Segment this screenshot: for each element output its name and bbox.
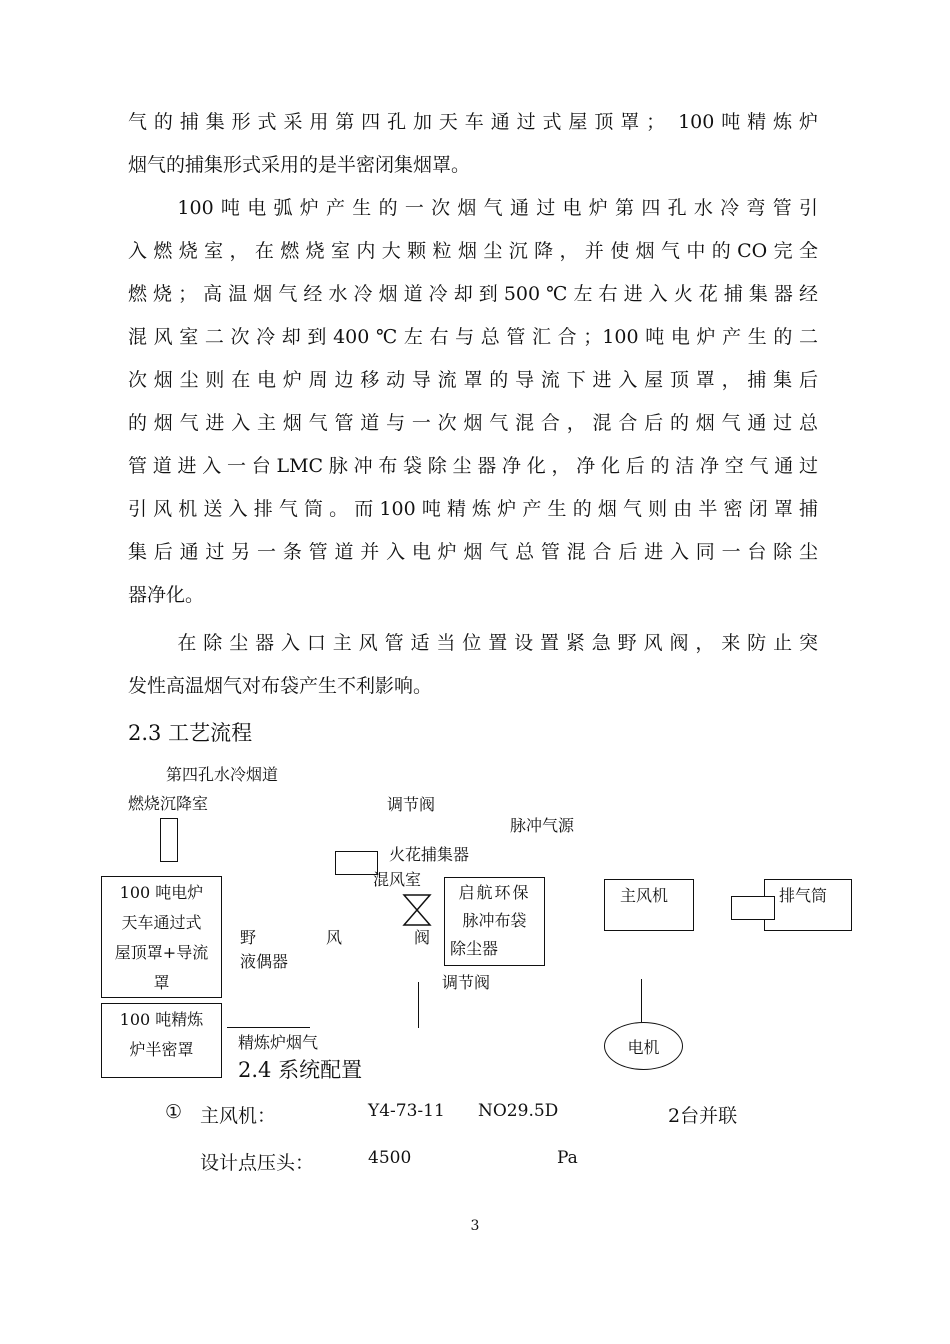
label-regulating-valve-top: 调节阀	[387, 795, 436, 814]
paragraph-capture-forms	[128, 101, 818, 187]
dust-collector-line: 启航环保	[458, 883, 531, 902]
text-line: 烟气的捕集形式采用的是半密闭集烟罩。	[128, 154, 471, 176]
label-mixing-chamber: 混风室	[373, 870, 422, 889]
config-item2-unit: Pa	[557, 1148, 578, 1168]
label-liquid-coupler: 液偶器	[240, 952, 289, 971]
motor-icon	[604, 1022, 683, 1070]
paragraph-wild-air-valve	[128, 622, 818, 708]
eaf-line: 100 吨电炉	[119, 883, 204, 902]
config-item2-label: 设计点压头：	[200, 1152, 315, 1174]
section-heading-process-flow: 2.3 工艺流程	[128, 721, 253, 745]
text-line: 在除尘器入口主风管适当位置设置紧急野风阀，来防止突	[177, 632, 818, 654]
config-item1-number: NO29.5D	[478, 1101, 559, 1121]
config-item1-model: Y4-73-11	[368, 1101, 445, 1121]
text-line: 管道进入一台LMC脉冲布袋除尘器净化，净化后的洁净空气通过	[128, 455, 818, 477]
label-main-fan: 主风机	[620, 886, 669, 905]
label-fourth-hole-duct: 第四孔水冷烟道	[166, 765, 279, 784]
text-line: 100吨电弧炉产生的一次烟气通过电炉第四孔水冷弯管引	[177, 197, 818, 219]
label-spark-catcher: 火花捕集器	[389, 845, 470, 864]
label-wild-air-1: 野	[240, 928, 257, 947]
dust-collector-line: 除尘器	[450, 939, 499, 958]
text-line: 燃烧；高温烟气经水冷烟道冷却到500℃左右进入火花捕集器经	[128, 283, 818, 305]
label-wild-air-3: 阀	[414, 928, 431, 947]
stack-connector-box	[731, 896, 775, 920]
label-pulse-air-source: 脉冲气源	[510, 816, 575, 835]
duct-line-vertical	[418, 982, 419, 1028]
dust-collector-line: 脉冲布袋	[462, 911, 527, 930]
label-refining-flue-gas: 精炼炉烟气	[238, 1033, 319, 1052]
label-wild-air-2: 风	[326, 928, 343, 947]
config-item2-value: 4500	[368, 1148, 412, 1168]
combustion-chamber-box	[160, 818, 178, 862]
text-line: 气的捕集形式采用第四孔加天车通过式屋顶罩； 100吨精炼炉	[128, 111, 818, 133]
eaf-line: 天车通过式	[121, 913, 202, 932]
eaf-line: 罩	[153, 973, 170, 992]
text-line: 器净化。	[128, 584, 205, 606]
spark-catcher-box	[335, 851, 378, 875]
eaf-line: 屋顶罩+导流	[114, 943, 209, 962]
refining-duct-line	[227, 1027, 310, 1028]
text-line: 集后通过另一条管道并入电炉烟气总管混合后进入同一台除尘	[128, 541, 818, 563]
label-regulating-valve-bottom: 调节阀	[442, 973, 491, 992]
lf-line: 炉半密罩	[129, 1040, 194, 1059]
text-line: 发性高温烟气对布袋产生不利影响。	[128, 675, 433, 697]
label-stack: 排气筒	[779, 886, 828, 905]
eaf-roof-hood-text	[101, 878, 222, 998]
lf-semi-closed-hood-text	[101, 1005, 222, 1065]
text-line: 次烟尘则在电炉周边移动导流罩的导流下进入屋顶罩，捕集后	[128, 369, 818, 391]
config-item1-marker: ①	[165, 1101, 183, 1123]
config-item1-quantity: 2台并联	[668, 1105, 738, 1127]
fan-motor-shaft-line	[641, 979, 642, 1022]
label-combustion-chamber: 燃烧沉降室	[128, 794, 209, 813]
page-number: 3	[470, 1218, 480, 1234]
config-item1-label: 主风机：	[200, 1105, 277, 1127]
label-motor: 电机	[627, 1037, 660, 1057]
text-line: 混风室二次冷却到400℃左右与总管汇合；100吨电炉产生的二	[128, 326, 818, 348]
text-line: 的烟气进入主烟气管道与一次烟气混合，混合后的烟气通过总	[128, 412, 818, 434]
section-heading-system-config: 2.4 系统配置	[238, 1058, 363, 1082]
lf-line: 100 吨精炼	[119, 1010, 204, 1029]
paragraph-process-description	[128, 187, 818, 617]
dust-collector-text	[444, 879, 545, 963]
text-line: 引风机送入排气筒。而100吨精炼炉产生的烟气则由半密闭罩捕	[128, 498, 818, 520]
text-line: 入燃烧室，在燃烧室内大颗粒烟尘沉降，并使烟气中的CO完全	[128, 240, 818, 262]
wild-air-valve-icon	[402, 893, 432, 927]
